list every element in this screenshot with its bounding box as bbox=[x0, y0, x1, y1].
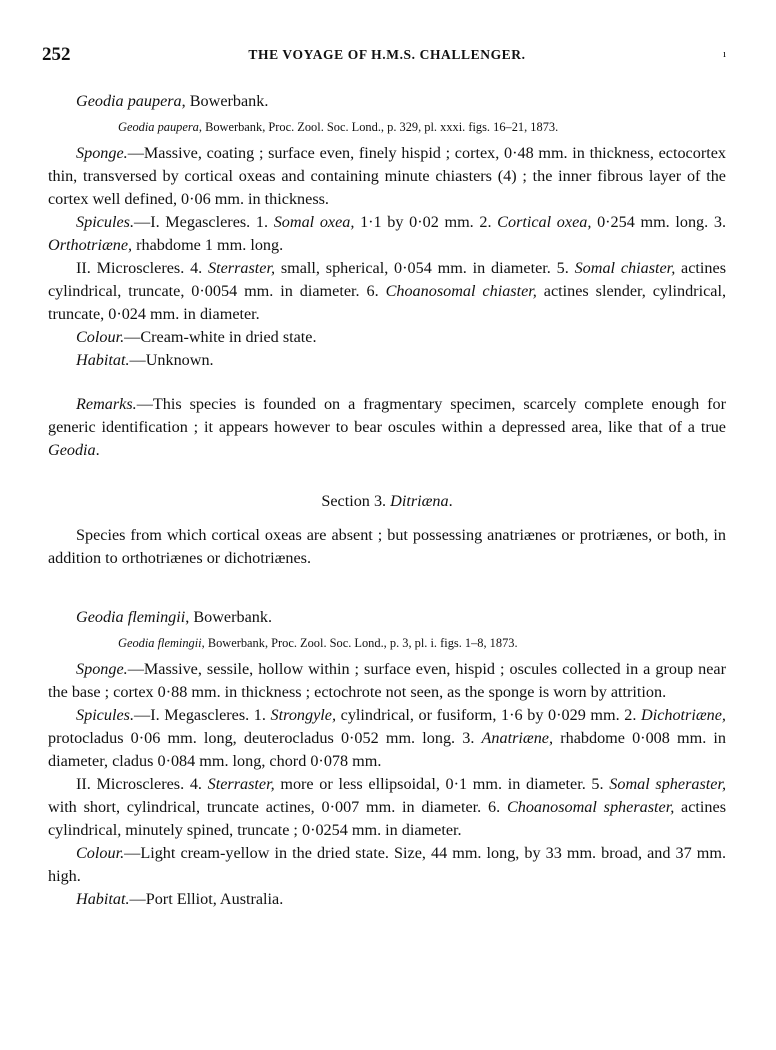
spicules-description bbox=[48, 211, 726, 257]
spicule-term: Anatriæne, bbox=[481, 729, 554, 747]
species-title-geodia-paupera bbox=[76, 90, 726, 112]
sponge-description bbox=[48, 142, 726, 211]
spicule-term: Strongyle, bbox=[270, 706, 337, 724]
microscleres-text: more or less ellipsoidal, 0·1 mm. in diameter. 5. bbox=[274, 775, 610, 793]
species-author: , Bowerbank. bbox=[181, 92, 269, 110]
spicules-text: protocladus 0·06 mm. long, deuterocladus 0·052 mm. long. 3. bbox=[48, 729, 482, 747]
species-name: Geodia flemingii bbox=[76, 608, 186, 626]
species-author: , Bowerbank. bbox=[185, 608, 273, 626]
spicules-text: 1·1 by 0·02 mm. 2. bbox=[354, 213, 498, 231]
remarks-label: Remarks. bbox=[76, 395, 137, 413]
sponge-label: Sponge. bbox=[76, 660, 128, 678]
spicule-term: Somal spheraster, bbox=[609, 775, 727, 793]
habitat-text: —Port Elliot, Australia. bbox=[129, 890, 284, 908]
sponge-description bbox=[48, 658, 726, 704]
microscleres-text: small, spherical, 0·054 mm. in diameter. 5. bbox=[275, 259, 575, 277]
spicules-text: 0·254 mm. long. 3. bbox=[591, 213, 726, 231]
microscleres-description bbox=[48, 257, 726, 326]
spicule-term: Choanosomal chiaster, bbox=[385, 282, 537, 300]
spicules-label: Spicules. bbox=[76, 706, 134, 724]
margin-mark: ı bbox=[722, 48, 726, 60]
page-header bbox=[42, 44, 732, 68]
section-name: Ditriæna bbox=[390, 492, 449, 510]
sponge-text: —Massive, sessile, hollow within ; surface even, hispid ; oscules collected in a group near the base ; cortex 0·88 mm. in thickness ; ectochrote not seen, as the sponge is worn by attrition. bbox=[48, 660, 726, 701]
spicules-text: rhabdome 1 mm. long. bbox=[132, 236, 284, 254]
spicules-text: —I. Megascleres. 1. bbox=[134, 706, 271, 724]
habitat-label: Habitat. bbox=[76, 890, 130, 908]
spacer bbox=[48, 570, 726, 596]
species-name: Geodia paupera bbox=[76, 92, 182, 110]
reference-species: Geodia flemingii bbox=[118, 636, 202, 650]
page-number: 252 bbox=[42, 44, 71, 65]
running-title: THE VOYAGE OF H.M.S. CHALLENGER. bbox=[248, 47, 526, 62]
remarks-paragraph bbox=[48, 393, 726, 462]
section-heading bbox=[48, 490, 726, 512]
reference-species: Geodia paupera bbox=[118, 120, 199, 134]
colour-label: Colour. bbox=[76, 328, 125, 346]
microscleres-text: II. Microscleres. 4. bbox=[76, 259, 209, 277]
spicule-term: Somal oxea, bbox=[273, 213, 355, 231]
microscleres-text: actines cylindrical, minutely spined, truncate ; 0·0254 mm. in diameter. bbox=[48, 798, 726, 839]
remarks-genus: Geodia bbox=[48, 441, 96, 459]
spicule-term: Cortical oxea, bbox=[497, 213, 592, 231]
reference-citation bbox=[48, 118, 726, 136]
colour-label: Colour. bbox=[76, 844, 125, 862]
microscleres-text: II. Microscleres. 4. bbox=[76, 775, 208, 793]
spicules-description bbox=[48, 704, 726, 773]
page-body bbox=[48, 90, 726, 911]
colour-text: —Light cream-yellow in the dried state. Size, 44 mm. long, by 33 mm. broad, and 37 mm. high. bbox=[48, 844, 726, 885]
spicule-term: Dichotriæne, bbox=[641, 706, 726, 724]
reference-citation bbox=[48, 634, 726, 652]
section-definition: Species from which cortical oxeas are absent ; but possessing anatriænes or protriænes, or both, in addition to orthotriænes or dichotriænes. bbox=[48, 526, 726, 567]
section-number: Section 3. bbox=[321, 492, 391, 510]
spicule-term: Sterraster, bbox=[208, 259, 276, 277]
microscleres-text: with short, cylindrical, truncate actines, 0·007 mm. in diameter. 6. bbox=[48, 798, 507, 816]
habitat-text: —Unknown. bbox=[129, 351, 214, 369]
spicule-term: Somal chiaster, bbox=[574, 259, 676, 277]
colour-description bbox=[48, 842, 726, 888]
sponge-label: Sponge. bbox=[76, 144, 128, 162]
spicules-label: Spicules. bbox=[76, 213, 134, 231]
spacer bbox=[48, 372, 726, 393]
species-title-geodia-flemingii bbox=[76, 606, 726, 628]
microscleres-text: actines slender, cylindrical, truncate, 0·024 mm. in diameter. bbox=[48, 282, 726, 323]
spicule-term: Sterraster, bbox=[207, 775, 275, 793]
habitat-label: Habitat. bbox=[76, 351, 130, 369]
colour-description bbox=[48, 326, 726, 349]
colour-text: —Cream-white in dried state. bbox=[124, 328, 317, 346]
spicule-term: Orthotriæne, bbox=[48, 236, 133, 254]
reference-details: , Bowerbank, Proc. Zool. Soc. Lond., p. 3, pl. i. figs. 1–8, 1873. bbox=[201, 636, 518, 650]
spicules-text: cylindrical, or fusiform, 1·6 by 0·029 mm. 2. bbox=[336, 706, 641, 724]
spicules-text: —I. Megascleres. 1. bbox=[134, 213, 274, 231]
microscleres-description bbox=[48, 773, 726, 842]
remarks-end: . bbox=[95, 441, 100, 459]
remarks-text: —This species is founded on a fragmentary specimen, scarcely complete enough for generic identification ; it appears however to bear oscules within a depressed area, like that of a true bbox=[48, 395, 726, 436]
sponge-text: —Massive, coating ; surface even, finely hispid ; cortex, 0·48 mm. in thickness, ectocortex thin, transversed by cortical oxeas and containing minute chiasters (4) ; the inner fibrous layer of the cortex well defined, 0·06 mm. in thickness. bbox=[48, 144, 726, 208]
spicule-term: Choanosomal spheraster, bbox=[506, 798, 675, 816]
microscleres-text: actines cylindrical, truncate, 0·0054 mm. in diameter. 6. bbox=[48, 259, 726, 300]
spicules-text: rhabdome 0·008 mm. in diameter, cladus 0·084 mm. long, chord 0·078 mm. bbox=[48, 729, 726, 770]
habitat-description bbox=[48, 888, 726, 911]
habitat-description bbox=[48, 349, 726, 372]
reference-details: , Bowerbank, Proc. Zool. Soc. Lond., p. 329, pl. xxxi. figs. 16–21, 1873. bbox=[198, 120, 559, 134]
section-suffix: . bbox=[448, 492, 453, 510]
